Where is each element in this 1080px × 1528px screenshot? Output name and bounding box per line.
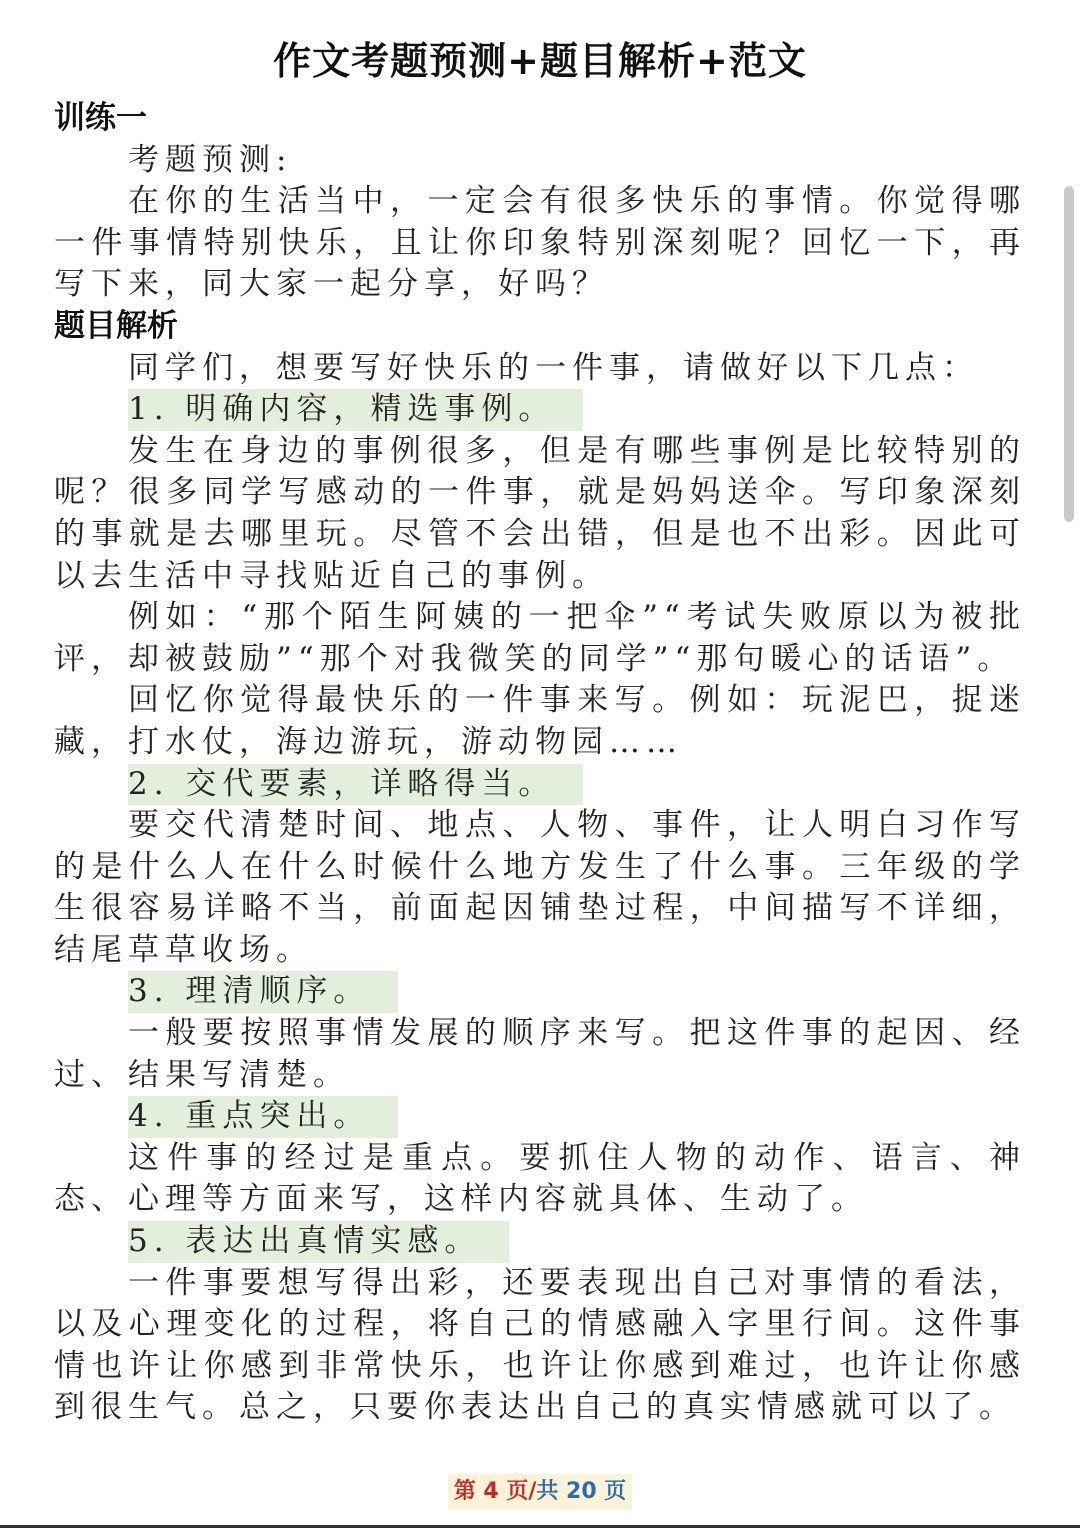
document-content: [54, 98, 1026, 1429]
point2-title: 2. 交代要素，详略得当。: [128, 764, 583, 806]
current-page: 第 4 页: [453, 1479, 529, 1504]
analysis-intro: 同学们，想要写好快乐的一件事，请做好以下几点：: [128, 349, 979, 386]
point5-title-row: [54, 1221, 1026, 1263]
point3-text: 一般要按照事情发展的顺序来写。把这件事的起因、经过、结果写清楚。: [54, 1015, 1026, 1093]
point1-text: 发生在身边的事例很多，但是有哪些事例是比较特别的呢？很多同学写感动的一件事，就是妈妈送伞。写印象深刻的事就是去哪里玩。尽管不会出错，但是也不出彩。因此可以去生活中寻找贴近自己的事例。: [54, 432, 1026, 594]
training-heading: 训练一: [54, 100, 147, 136]
point1-example1: 例如：“那个陌生阿姨的一把伞”“考试失败原以为被批评，却被鼓励”“那个对我微笑的同学”“那句暖心的话语”。: [54, 599, 1026, 677]
point1-title: 1. 明确内容，精选事例。: [128, 389, 583, 431]
point3-title: 3. 理清顺序。: [128, 971, 398, 1013]
point4-title: 4. 重点突出。: [128, 1096, 398, 1138]
prediction-text: 在你的生活当中，一定会有很多快乐的事情。你觉得哪一件事情特别快乐，且让你印象特别深刻呢？回忆一下，再写下来，同大家一起分享，好吗？: [54, 183, 1026, 303]
document-title: 作文考题预测+题目解析+范文: [273, 39, 807, 83]
analysis-heading: 题目解析: [54, 307, 178, 344]
page-footer: [0, 1474, 1080, 1510]
total-pages: 共 20 页: [536, 1479, 627, 1504]
point4-title-row: [54, 1096, 1026, 1138]
prediction-label: 考题预测:: [128, 141, 293, 178]
point1-example2: 回忆你觉得最快乐的一件事来写。例如：玩泥巴，捉迷藏，打水仗，海边游玩，游动物园……: [54, 682, 1026, 760]
point3-title-row: [54, 971, 1026, 1013]
page-separator: /: [528, 1479, 537, 1504]
point5-text: 一件事要想写得出彩，还要表现出自己对事情的看法，以及心理变化的过程，将自己的情感融入字里行间。这件事情也许让你感到非常快乐，也许让你感到难过，也许让你感到很生气。总之，只要你表达出自己的真实情感就可以了。: [54, 1264, 1026, 1426]
point1-title-row: [54, 389, 1026, 431]
point4-text: 这件事的经过是重点。要抓住人物的动作、语言、神态、心理等方面来写，这样内容就具体、生动了。: [54, 1139, 1026, 1218]
vertical-scrollbar[interactable]: [1064, 186, 1074, 522]
point2-text: 要交代清楚时间、地点、人物、事件，让人明白习作写的是什么人在什么时候什么地方发生了什么事。三年级的学生很容易详略不当，前面起因铺垫过程，中间描写不详细，结尾草草收场。: [54, 807, 1026, 968]
point5-title: 5. 表达出真情实感。: [128, 1221, 509, 1263]
page-indicator: [448, 1474, 633, 1510]
point2-title-row: [54, 764, 1026, 806]
